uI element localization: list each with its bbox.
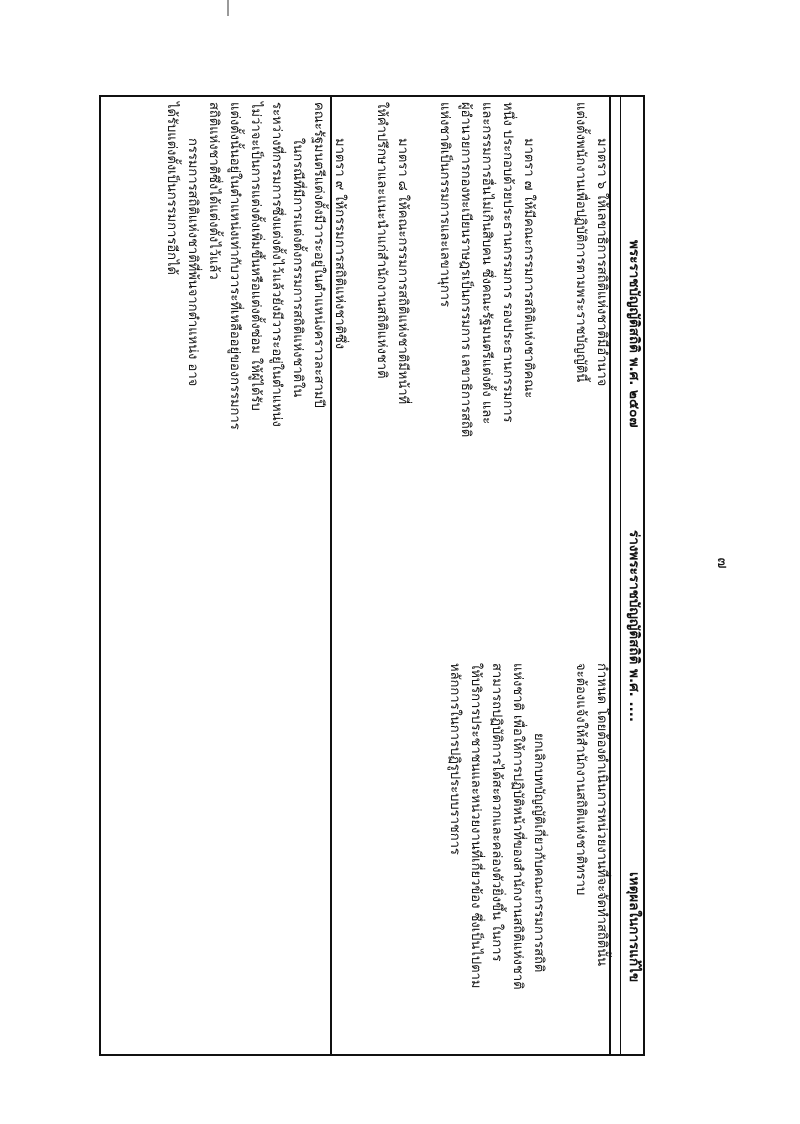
col3-body: [444, 663, 612, 990]
text-line: กำหนด โดยต้องดำเนินการหน่วยงานที่จะจัดทำสถิตินั้น: [594, 663, 609, 966]
text-line: หนึ่ง ประกอบด้วยประธานกรรมการ รองประธานกรรมการ: [500, 102, 515, 423]
header-col1: พระราชบัญญัติสถิติ พ.ศ. ๒๕๐๗: [626, 240, 642, 428]
text-line: มาตรา ๖ ให้เลขาธิการสถิติแห่งชาติมีอำนาจ: [594, 138, 609, 387]
text-line: ในกรณีที่มีการแต่งตั้งกรรมการสถิติแห่งชาติใน: [290, 138, 305, 398]
text-line: ไม่ว่าจะเป็นการแต่งตั้งเพิ่มขึ้นหรือแต่งตั้งซ่อม ให้ผู้ได้รับ: [248, 102, 263, 411]
text-line: [413, 102, 434, 437]
text-line: มาตรา ๙ ให้กรรมการสถิติแห่งชาติซึ่ง: [332, 138, 347, 350]
text-line: ได้รับแต่งตั้งเป็นกรรมการอีกได้: [164, 102, 179, 275]
text-line: แต่งตั้งนั้นอยู่ในตำแหน่งเท่ากับวาระที่เหลืออยู่ของกรรมการ: [227, 102, 242, 430]
page-number: ๗: [714, 557, 732, 569]
text-line: มาตรา ๘ ให้คณะกรรมการสถิติแห่งชาติมีหน้าที่: [395, 138, 410, 405]
header-col2: ร่างพระราชบัญญัติสถิติ พ.ศ. ....: [626, 530, 642, 722]
col1-body: [161, 102, 612, 437]
text-line: จะต้องแจ้งให้สำนักงานสถิติแห่งชาติทราบ: [573, 663, 588, 896]
header-divider: [620, 95, 621, 1056]
text-line: แต่งตั้งพนักงานเพื่อปฏิบัติการตามพระราชบัญญัตินี้: [573, 102, 588, 383]
text-line: หลักการในการปฏิรูประบบราชการ: [447, 663, 462, 855]
text-line: [350, 102, 371, 437]
text-line: กรรมการสถิติแห่งชาติที่พ้นจากตำแหน่ง อาจ: [185, 138, 200, 387]
text-line: ระหว่างที่กรรมการซึ่งแต่งตั้งไว้แล้วยังมีวาระอยู่ในตำแหน่ง: [269, 102, 284, 427]
header-col3: เหตุผลในการแก้ไข: [626, 872, 642, 983]
text-line: แห่งชาติ เพื่อให้การปฏิบัติหน้าที่ของสำนักงานสถิติแห่งชาติ: [510, 663, 525, 990]
text-line: แห่งชาติเป็นกรรมการและเลขานุการ: [437, 102, 452, 307]
text-line: ให้คำปรึกษาและแนะนำแก่สำนักงานสถิติแห่งชาติ: [374, 102, 389, 379]
text-line: คณะรัฐมนตรีแต่งตั้งมีวาระอยู่ในตำแหน่งคราวละสามปี: [311, 102, 326, 408]
text-line: [549, 663, 570, 990]
text-line: [549, 102, 570, 437]
text-line: ยกเลิกบทบัญญัติเกี่ยวกับคณะกรรมการสถิติ: [531, 733, 546, 973]
text-line: ให้บริการประชาชนและหน่วยงานที่เกี่ยวข้อง ซึ่งเป็นไปตาม: [468, 663, 483, 989]
text-line: ผู้อำนวยการกองทะเบียนราษฎรเป็นกรรมการ เลขาธิการสถิติ: [458, 102, 473, 438]
staple-mark: [227, 0, 229, 16]
text-line: สถิติแห่งชาติซึ่งได้แต่งตั้งไว้แล้ว: [206, 102, 221, 280]
text-line: [539, 102, 549, 437]
text-line: สามารถปฏิบัติการได้สะดวกและคล่องตัวยิ่งขึ้น ในการ: [489, 663, 504, 962]
text-line: และกรรมการอื่นไม่เกินสิบคน ซึ่งคณะรัฐมนตรีแต่งตั้ง และ: [479, 102, 494, 425]
text-line: มาตรา ๗ ให้มีคณะกรรมการสถิติแห่งชาติคณะ: [521, 138, 536, 399]
